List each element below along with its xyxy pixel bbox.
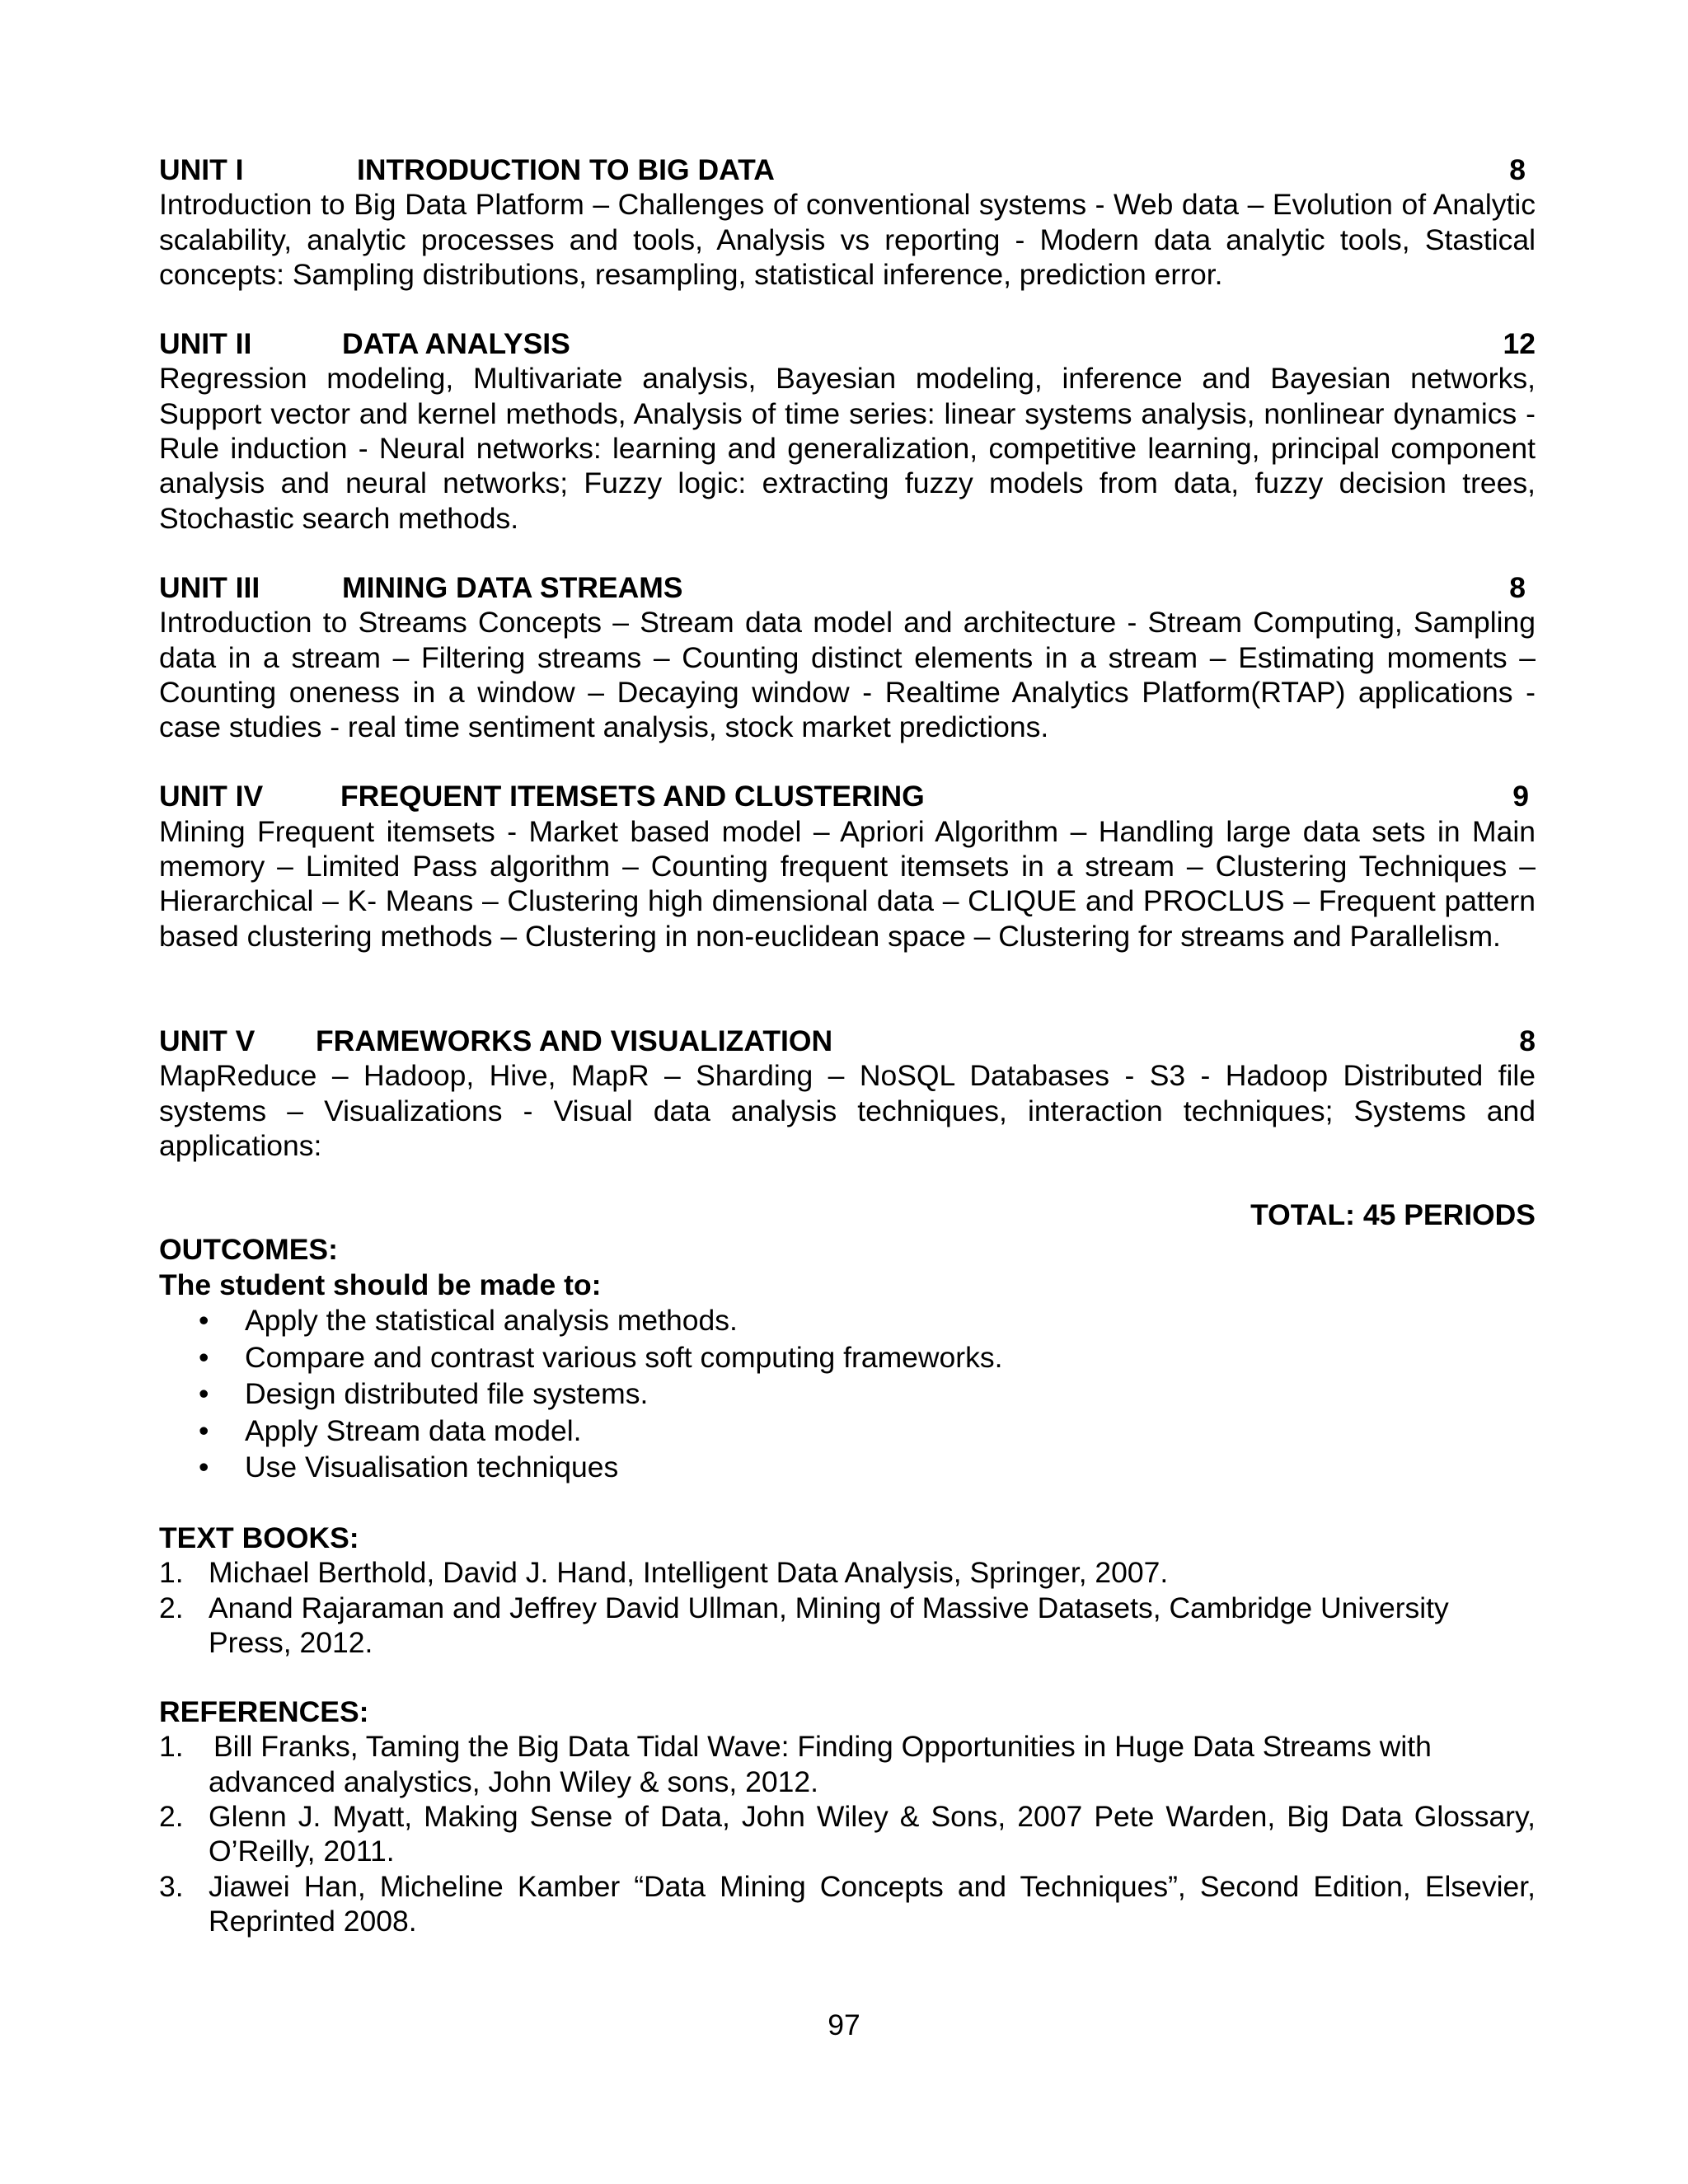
list-item: • Apply the statistical analysis methods. [159,1302,1536,1339]
unit-3-number: UNIT III [159,570,260,604]
references-list [159,1729,1536,1938]
list-item: 2. Anand Rajaraman and Jeffrey David Ullman, Mining of Massive Datasets, Cambridge University Press, 2012. [159,1591,1449,1659]
textbooks-list [159,1555,1536,1660]
unit-3-header [159,570,1536,605]
unit-1-header [159,152,1536,187]
bullet-icon: • [199,1377,209,1411]
unit-3-content: Introduction to Streams Concepts – Stream data model and architecture - Stream Computing, Sampling data in a stream – Filtering streams – Counting distinct elements in a stream – Estimating moments – Counting oneness in a window – Decaying window - Realtime Analytics Platform(RTAP) applications - case studies - real time sentiment analysis, stock market predictions. [159,606,1536,744]
list-item: • Compare and contrast various soft computing frameworks. [159,1339,1536,1376]
page-number: 97 [828,2008,860,2041]
unit-1-number: UNIT I [159,153,244,186]
unit-4-header [159,779,1536,813]
unit-1-hours: 8 [1509,153,1526,186]
outcomes-subheading: The student should be made to: [159,1268,602,1301]
list-item: • Design distributed file systems. [159,1376,1536,1413]
outcomes-heading: OUTCOMES: [159,1233,338,1267]
bullet-icon: • [199,1340,209,1374]
list-item: • Use Visualisation techniques [159,1449,1536,1486]
list-item: 1. Michael Berthold, David J. Hand, Intelligent Data Analysis, Springer, 2007. [159,1556,1169,1590]
list-item: 3. Jiawei Han, Micheline Kamber “Data Mining Concepts and Techniques”, Second Edition, Elsevier, Reprinted 2008. [159,1869,1536,1938]
unit-5-title: FRAMEWORKS AND VISUALIZATION [316,1024,833,1057]
unit-3-hours: 8 [1509,570,1526,604]
unit-4-hours: 9 [1512,780,1529,813]
list-item: 1. Bill Franks, Taming the Big Data Tidal Wave: Finding Opportunities in Huge Data Streams with advanced analystics, John Wiley & sons, 2012. [159,1730,1432,1798]
unit-4-title: FREQUENT ITEMSETS AND CLUSTERING [340,780,925,813]
syllabus-page [159,152,1536,1938]
list-item: • Apply Stream data model. [159,1413,1536,1450]
outcomes-list [159,1302,1536,1486]
unit-5-hours: 8 [1519,1024,1536,1057]
unit-2-hours: 12 [1503,327,1536,361]
unit-4-content: Mining Frequent itemsets - Market based model – Apriori Algorithm – Handling large data sets in Main memory – Limited Pass algorithm – Counting frequent itemsets in a stream – Clustering Techniques – Hierarchical – K- Means – Clustering high dimensional data – CLIQUE and PROCLUS – Frequent pattern based clustering methods – Clustering in non-euclidean space – Clustering for streams and Parallelism. [159,814,1536,953]
unit-2-title: DATA ANALYSIS [342,327,570,361]
bullet-icon: • [199,1451,209,1484]
list-item: 2. Glenn J. Myatt, Making Sense of Data, John Wiley & Sons, 2007 Pete Warden, Big Data Glossary, O’Reilly, 2011. [159,1800,1536,1868]
references-heading: REFERENCES: [159,1695,369,1729]
total-periods: TOTAL: 45 PERIODS [1250,1198,1536,1232]
unit-2-number: UNIT II [159,327,252,361]
textbooks-heading: TEXT BOOKS: [159,1521,359,1554]
bullet-icon: • [199,1413,209,1447]
unit-4-number: UNIT IV [159,780,264,813]
bullet-icon: • [199,1304,209,1338]
unit-2-header [159,326,1536,361]
unit-5-number: UNIT V [159,1024,256,1057]
unit-3-title: MINING DATA STREAMS [342,570,683,604]
unit-5-content: MapReduce – Hadoop, Hive, MapR – Sharding – NoSQL Databases - S3 - Hadoop Distributed file systems – Visualizations - Visual data analysis techniques, interaction techniques; Systems and applications: [159,1059,1536,1162]
unit-2-content: Regression modeling, Multivariate analysis, Bayesian modeling, inference and Bayesian networks, Support vector and kernel methods, Analysis of time series: linear systems analysis, nonlinear dynamics - Rule induction - Neural networks: learning and generalization, competitive learning, principal component analysis and neural networks; Fuzzy logic: extracting fuzzy models from data, fuzzy decision trees, Stochastic search methods. [159,362,1536,535]
unit-1-content: Introduction to Big Data Platform – Challenges of conventional systems - Web data – Evolution of Analytic scalability, analytic processes and tools, Analysis vs reporting - Modern data analytic tools, Stastical concepts: Sampling distributions, resampling, statistical inference, prediction error. [159,188,1536,291]
unit-5-header [159,1024,1536,1058]
unit-1-title: INTRODUCTION TO BIG DATA [357,153,775,186]
